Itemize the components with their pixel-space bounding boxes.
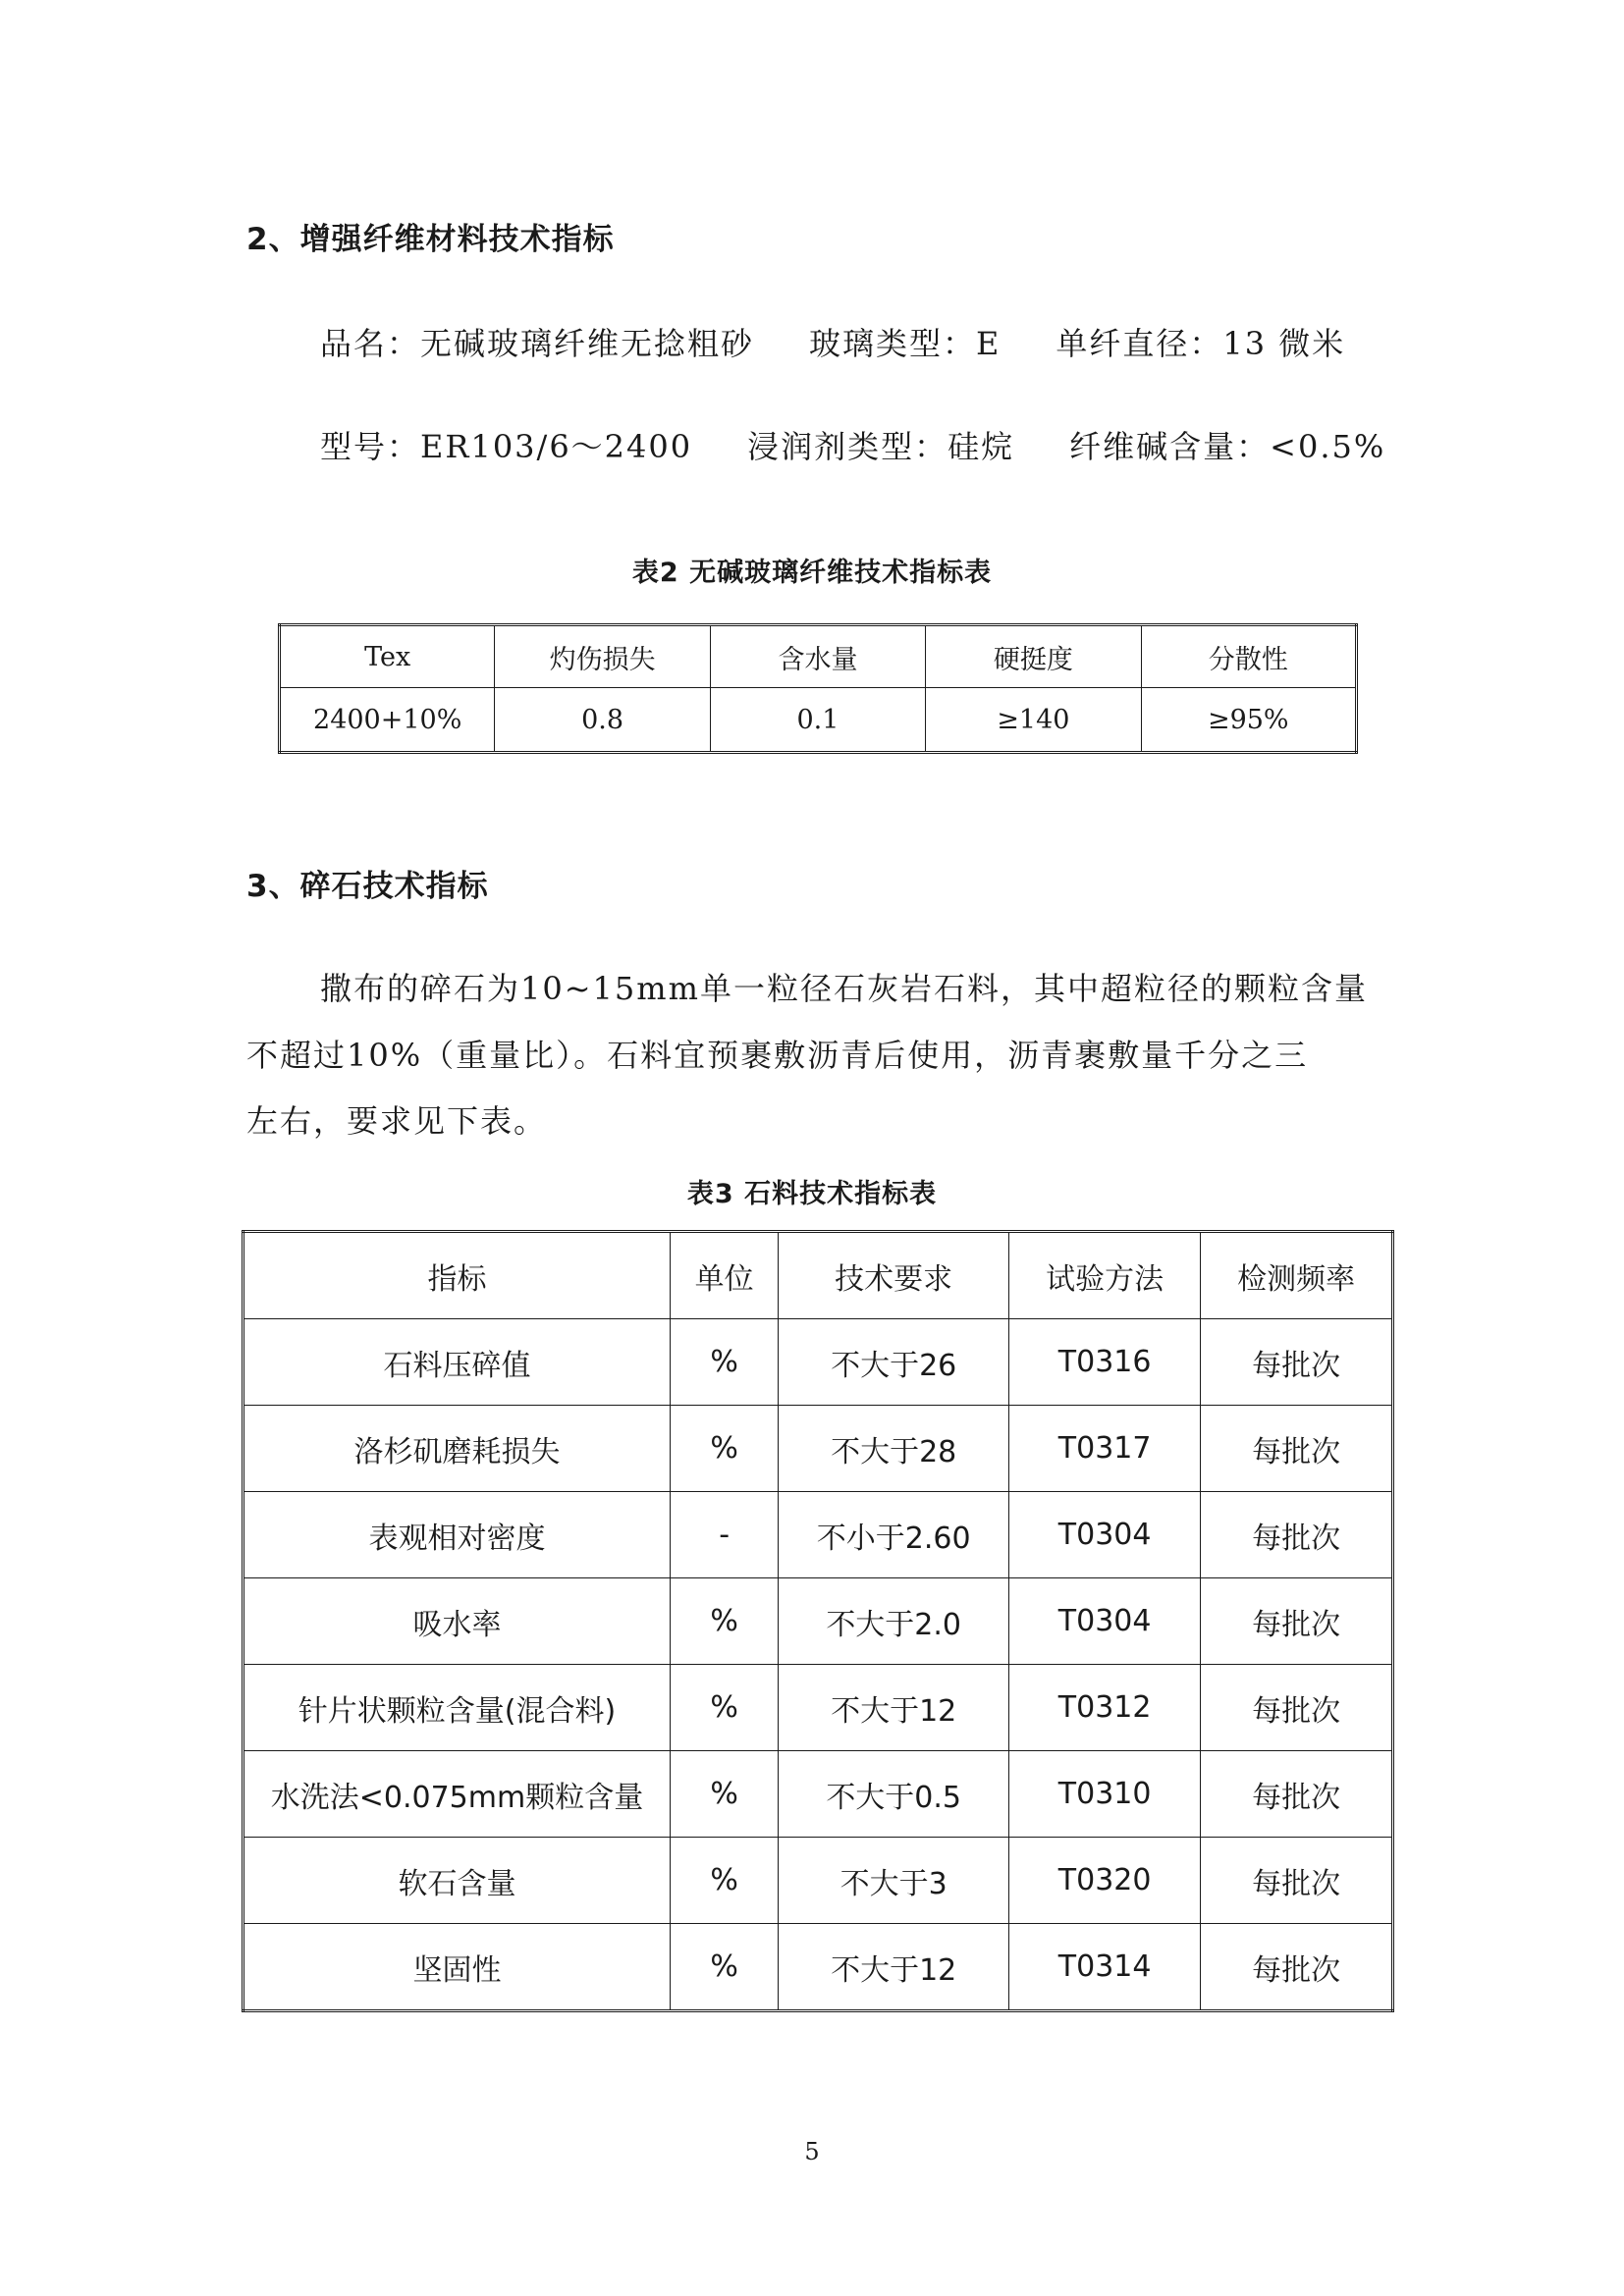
table-cell: T0317 — [1009, 1406, 1201, 1492]
table-cell: % — [670, 1578, 778, 1665]
table-header-cell: 含水量 — [710, 625, 925, 688]
table-cell: T0320 — [1009, 1838, 1201, 1924]
table-header-row — [244, 1232, 1393, 1319]
paragraph-line: 撒布的碎石为10~15mm单一粒径石灰岩石料，其中超粒径的颗粒含量 — [320, 970, 1368, 1007]
table-cell: T0316 — [1009, 1319, 1201, 1406]
table-cell: % — [670, 1838, 778, 1924]
table-cell: 不大于12 — [779, 1665, 1009, 1751]
table-header-cell: Tex — [280, 625, 495, 688]
table-header-cell: 灼伤损失 — [495, 625, 710, 688]
fiber-spec-line-2 — [320, 422, 1385, 467]
table-header-row — [280, 625, 1357, 688]
table3-caption: 表3 石料技术指标表 — [686, 1179, 938, 1209]
table-cell: 每批次 — [1201, 1838, 1393, 1924]
table-cell: 0.8 — [495, 688, 710, 753]
spec-sizing-type: 浸润剂类型：硅烷 — [747, 428, 1015, 465]
table-row — [244, 1924, 1393, 2011]
table-cell: 不大于28 — [779, 1406, 1009, 1492]
table-header-cell: 检测频率 — [1201, 1232, 1393, 1319]
table-cell: T0310 — [1009, 1751, 1201, 1838]
table-row — [244, 1406, 1393, 1492]
table-cell: 坚固性 — [244, 1924, 671, 2011]
table-cell: 不大于3 — [779, 1838, 1009, 1924]
table-row — [244, 1492, 1393, 1578]
section-heading-aggregate: 3、碎石技术指标 — [246, 869, 489, 904]
table-cell: 针片状颗粒含量(混合料) — [244, 1665, 671, 1751]
table-cell: 每批次 — [1201, 1665, 1393, 1751]
paragraph-line: 左右，要求见下表。 — [246, 1102, 548, 1140]
spec-product-name: 品名：无碱玻璃纤维无捻粗砂 — [320, 325, 755, 362]
table-cell: 不小于2.60 — [779, 1492, 1009, 1578]
table-cell: 不大于26 — [779, 1319, 1009, 1406]
table-cell: % — [670, 1665, 778, 1751]
page-number: 5 — [804, 2138, 820, 2165]
stone-spec-table — [242, 1230, 1394, 2012]
table-cell: T0304 — [1009, 1578, 1201, 1665]
spec-model: 型号：ER103/6～2400 — [320, 428, 693, 465]
section-heading-fiber: 2、增强纤维材料技术指标 — [246, 222, 615, 257]
table-header-cell: 分散性 — [1141, 625, 1356, 688]
table-header-cell: 硬挺度 — [926, 625, 1141, 688]
table-cell: 不大于0.5 — [779, 1751, 1009, 1838]
spec-glass-type: 玻璃类型：E — [809, 325, 1001, 362]
table-cell: % — [670, 1319, 778, 1406]
table-row — [244, 1578, 1393, 1665]
table-cell: 水洗法<0.075mm颗粒含量 — [244, 1751, 671, 1838]
table-row — [280, 688, 1357, 753]
table-cell: T0312 — [1009, 1665, 1201, 1751]
table2-caption: 表2 无碱玻璃纤维技术指标表 — [631, 558, 993, 588]
fiber-spec-line-1 — [320, 319, 1345, 364]
table-cell: 每批次 — [1201, 1751, 1393, 1838]
table-header-cell: 技术要求 — [779, 1232, 1009, 1319]
table-header-cell: 试验方法 — [1009, 1232, 1201, 1319]
table-header-cell: 单位 — [670, 1232, 778, 1319]
table-row — [244, 1665, 1393, 1751]
paragraph-line: 不超过10%（重量比）。石料宜预裹敷沥青后使用，沥青裹敷量千分之三 — [246, 1037, 1309, 1074]
table-cell: 石料压碎值 — [244, 1319, 671, 1406]
table-cell: 软石含量 — [244, 1838, 671, 1924]
table-cell: T0314 — [1009, 1924, 1201, 2011]
table-cell: 0.1 — [710, 688, 925, 753]
table-cell: 每批次 — [1201, 1924, 1393, 2011]
table-cell: 吸水率 — [244, 1578, 671, 1665]
table-header-cell: 指标 — [244, 1232, 671, 1319]
table-cell: % — [670, 1406, 778, 1492]
table-row — [244, 1751, 1393, 1838]
table-cell: ≥95% — [1141, 688, 1356, 753]
table-cell: 每批次 — [1201, 1492, 1393, 1578]
spec-alkali-content: 纤维碱含量：<0.5% — [1069, 428, 1386, 465]
table-cell: T0304 — [1009, 1492, 1201, 1578]
table-cell: 每批次 — [1201, 1319, 1393, 1406]
table-cell: 洛杉矶磨耗损失 — [244, 1406, 671, 1492]
table-cell: ≥140 — [926, 688, 1141, 753]
table-cell: - — [670, 1492, 778, 1578]
glass-fiber-spec-table — [278, 623, 1358, 754]
table-cell: 不大于2.0 — [779, 1578, 1009, 1665]
table-cell: 每批次 — [1201, 1578, 1393, 1665]
spec-fiber-diameter: 单纤直径：13 微米 — [1056, 325, 1346, 362]
table-row — [244, 1838, 1393, 1924]
table-cell: % — [670, 1924, 778, 2011]
table-cell: % — [670, 1751, 778, 1838]
table-cell: 表观相对密度 — [244, 1492, 671, 1578]
table-cell: 每批次 — [1201, 1406, 1393, 1492]
table-cell: 不大于12 — [779, 1924, 1009, 2011]
table-cell: 2400+10% — [280, 688, 495, 753]
table-row — [244, 1319, 1393, 1406]
